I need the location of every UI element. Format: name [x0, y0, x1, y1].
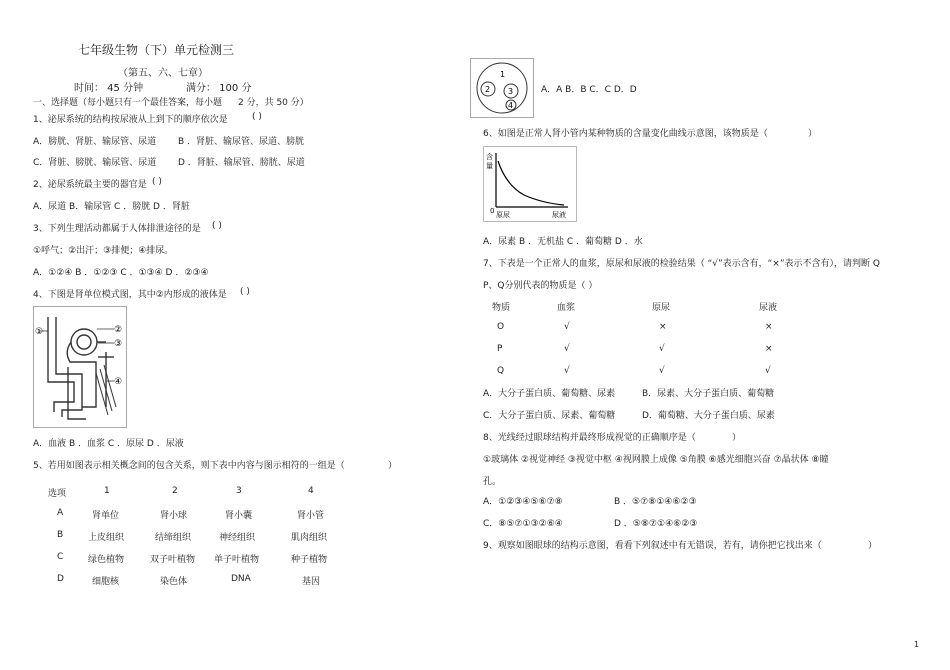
concept-circle-figure: [470, 58, 534, 118]
q5-row-c-3: 单子叶植物: [214, 555, 260, 565]
q7-header-substance: 物质: [492, 303, 511, 313]
q5-paren: ）: [388, 461, 398, 471]
q8-option-d: D ．⑤⑧⑦①④⑥②③: [614, 519, 698, 529]
content-curve-figure: [483, 146, 577, 222]
q5-row-b-4: 肌肉组织: [291, 533, 328, 543]
q5-row-a-1: 肾单位: [92, 511, 120, 521]
q6-options: A．尿素 B ．无机盐 C ．葡萄糖 D ．水: [483, 237, 643, 247]
q4-paren: ( ): [240, 287, 250, 297]
q5-row-b-2: 结缔组织: [155, 533, 192, 543]
q7-option-d: D．葡萄糖、大分子蛋白质、尿素: [642, 411, 775, 421]
exam-time: 时间： 45 分钟: [74, 83, 144, 94]
q2-options: A．尿道 B．输尿管 C ．膀胱 D ．肾脏: [33, 202, 190, 212]
q7-option-c: C．大分子蛋白质、尿素、葡萄糖: [483, 411, 616, 421]
circle-label-4: 4: [508, 101, 514, 110]
q8-option-a: A．①②③④⑤⑥⑦⑧: [483, 497, 563, 507]
q7-header-urine: 尿液: [759, 303, 778, 313]
q2-paren: ( ): [152, 177, 162, 187]
page-title: 七年级生物（下）单元检测三: [78, 43, 235, 57]
nephron-label-3: ③: [114, 339, 123, 349]
graph-x-start: 原尿: [496, 211, 510, 219]
q4-options: A．血液 B ．血浆 C ．原尿 D ．尿液: [33, 439, 184, 449]
q1-option-b: B ．肾脏、输尿管、尿道、膀胱: [178, 137, 305, 147]
q5-row-d-2: 染色体: [160, 577, 188, 587]
q5-header-4: 4: [308, 486, 314, 496]
nephron-figure: [33, 306, 127, 428]
graph-curve: [498, 161, 564, 205]
q5-header-1: 1: [104, 486, 110, 496]
q5-row-c-option: C: [57, 552, 64, 562]
q8-items-cont: 孔。: [483, 477, 502, 487]
q7-option-b: B．尿素、大分子蛋白质、葡萄糖: [642, 389, 775, 399]
q7-row-p-primary: √: [659, 344, 665, 354]
q3-stem: 3、下列生理活动都属于人体排泄途径的是: [33, 224, 201, 234]
q5-row-d-1: 细胞核: [92, 577, 120, 587]
q7-row-o-primary: ×: [659, 322, 667, 332]
q5-row-b-3: 神经组织: [219, 533, 256, 543]
q8-stem: 8、光线经过眼球结构并最终形成视觉的正确顺序是（: [483, 433, 696, 443]
q7-row-p-plasma: √: [564, 344, 570, 354]
q5-row-d-3: DNA: [231, 574, 251, 584]
q6-paren: ）: [808, 129, 818, 139]
q7-stem: 7、下表是一个正常人的血浆，原尿和尿液的检验结果（ “√”表示含有，“×”表示不含有），请判断 Q: [483, 259, 880, 269]
q3-paren: ( ): [212, 221, 222, 231]
q1-option-c: C．肾脏、膀胱、输尿管、尿道: [33, 158, 157, 168]
q5-header-3: 3: [236, 486, 242, 496]
nephron-label-4: ④: [114, 377, 123, 387]
q7-row-p-urine: ×: [765, 344, 773, 354]
nephron-label-1: ①: [35, 327, 44, 337]
content-curve-graph: [484, 147, 576, 221]
q5-row-d-option: D: [57, 574, 64, 584]
q7-stem2: P、Q分别代表的物质是（ ）: [483, 281, 598, 291]
q7-row-o-urine: ×: [765, 322, 773, 332]
section-heading: 一、选择题（每小题只有一个最佳答案，每小题: [33, 98, 223, 108]
q7-row-o-name: O: [497, 322, 505, 332]
exam-score: 满分： 100 分: [186, 83, 252, 94]
q5-header-2: 2: [172, 486, 178, 496]
graph-x-end: 尿液: [552, 211, 566, 219]
q5-row-a-option: A: [57, 508, 64, 518]
q7-row-o-plasma: √: [564, 322, 570, 332]
q7-header-plasma: 血浆: [557, 303, 576, 313]
concept-circle-diagram: [471, 59, 533, 117]
q9-paren: ）: [868, 541, 878, 551]
q5-row-c-4: 种子植物: [291, 555, 328, 565]
q4-stem: 4、下图是肾单位模式图，其中②内形成的液体是: [33, 290, 227, 300]
page-subtitle: （第五、六、七章）: [118, 68, 208, 79]
q1-stem: 1、泌尿系统的结构按尿液从上到下的顺序依次是: [33, 115, 228, 125]
q2-stem: 2、泌尿系统最主要的器官是: [33, 180, 147, 190]
circle-label-2: 2: [485, 85, 491, 94]
q5-row-a-3: 肾小囊: [225, 511, 253, 521]
graph-ylabel-2: 量: [486, 162, 493, 170]
q8-paren: ）: [732, 433, 742, 443]
q1-option-d: D ．肾脏、输尿管、膀胱、尿道: [178, 158, 305, 168]
graph-origin: 0: [490, 207, 495, 215]
q7-row-q-plasma: √: [564, 366, 570, 376]
q8-option-c: C．⑧⑤⑦①③②⑥④: [483, 519, 563, 529]
q1-option-a: A．膀胱、肾脏、输尿管、尿道: [33, 137, 157, 147]
section-heading-tail: 2 分，共 50 分）: [238, 98, 309, 108]
circle-label-1: 1: [500, 70, 506, 79]
q5-row-b-1: 上皮组织: [88, 533, 125, 543]
q5-header-option: 选项: [48, 489, 67, 499]
nephron-diagram: [34, 307, 126, 427]
q5-row-a-2: 肾小球: [160, 511, 188, 521]
q7-option-a: A．大分子蛋白质、葡萄糖、尿素: [483, 389, 616, 399]
q3-items: ①呼气；②出汗；③排便；④排尿。: [33, 246, 174, 256]
q5-stem: 5、若用如图表示相关概念间的包含关系，则下表中内容与图示相符的一组是（: [33, 461, 345, 471]
q7-row-q-name: Q: [497, 366, 505, 376]
q5-row-c-2: 双子叶植物: [150, 555, 196, 565]
q7-row-p-name: P: [497, 344, 503, 354]
page-number: 1: [914, 640, 920, 649]
q5-row-d-4: 基因: [302, 577, 321, 587]
graph-ylabel: 含: [486, 153, 493, 161]
q6-stem: 6、如图是正常人肾小管内某种物质的含量变化曲线示意图，该物质是（: [483, 129, 768, 139]
q7-row-q-primary: √: [659, 366, 665, 376]
circle-label-3: 3: [508, 87, 514, 96]
q8-option-b: B ．⑤⑦⑧①④⑥②③: [614, 497, 697, 507]
q1-paren: ( ): [252, 112, 262, 122]
q5-options: A．A B．B C．C D．D: [541, 85, 637, 95]
q7-header-primary-urine: 原尿: [652, 303, 671, 313]
q7-row-q-urine: √: [765, 366, 771, 376]
nephron-label-2: ②: [114, 325, 123, 335]
q5-row-b-option: B: [57, 530, 64, 540]
q8-items: ①玻璃体 ②视觉神经 ③视觉中枢 ④视网膜上成像 ⑤角膜 ⑥感光细胞兴奋 ⑦晶状体 ⑧瞳: [483, 455, 829, 465]
q5-row-c-1: 绿色植物: [88, 555, 125, 565]
q5-row-a-4: 肾小管: [297, 511, 325, 521]
q9-stem: 9、观察如图眼球的结构示意图，看看下列叙述中有无错误，若有，请你把它找出来（: [483, 541, 822, 551]
q3-options: A．①②④ B ．①②③ C ．①③④ D ．②③④: [33, 268, 209, 278]
